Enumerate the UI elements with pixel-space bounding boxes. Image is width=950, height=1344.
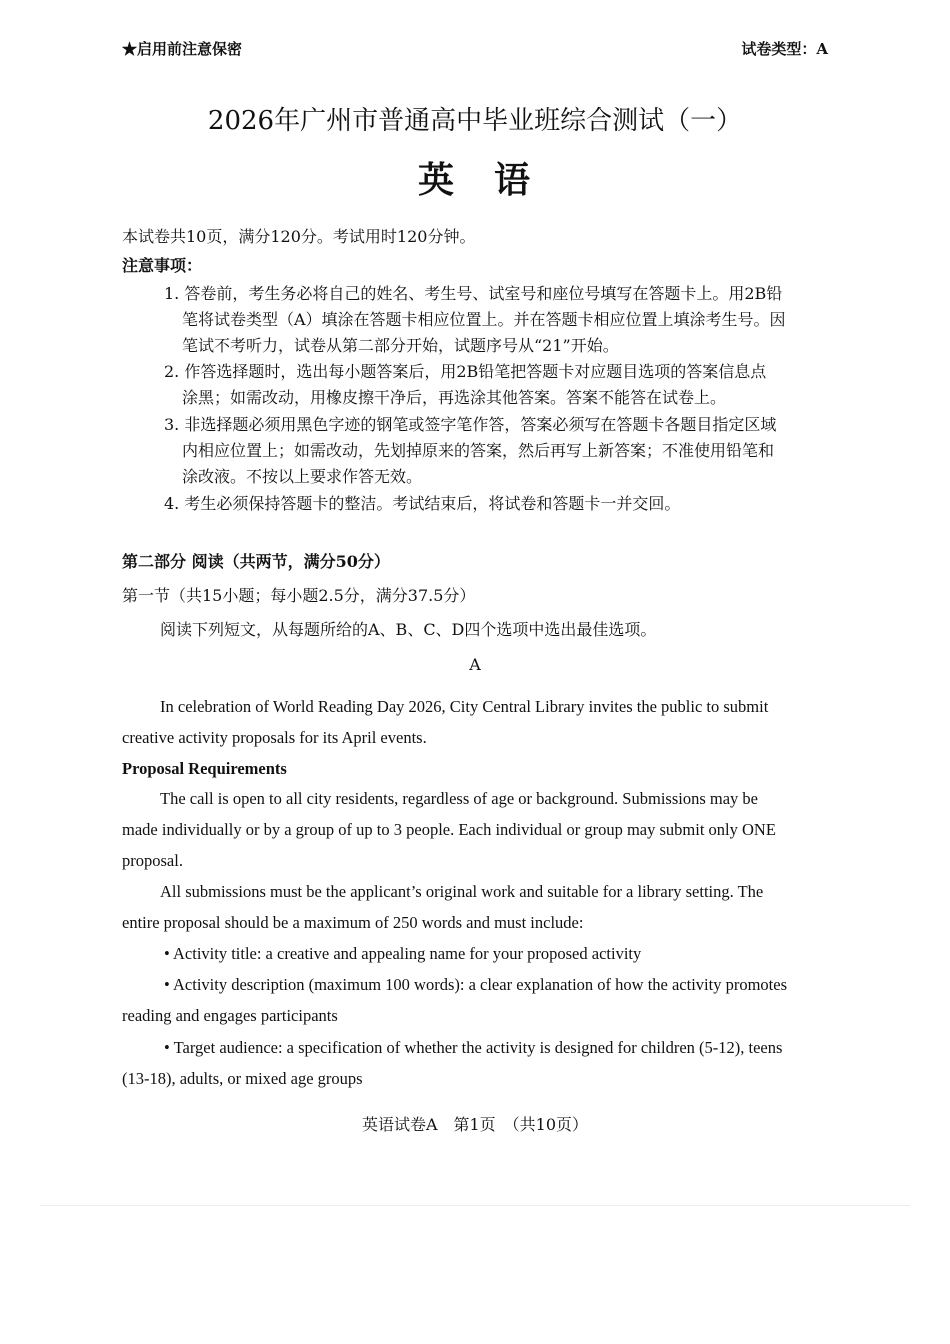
part-heading: 第二部分 阅读（共两节，满分50分） bbox=[122, 552, 390, 571]
passage-subheading: Proposal Requirements bbox=[122, 759, 287, 778]
passage-line: The call is open to all city residents, regardless of age or background. Submissions may be bbox=[160, 789, 758, 808]
notice-line: 涂黑；如需改动，用橡皮擦干净后，再选涂其他答案。答案不能答在试卷上。 bbox=[182, 388, 727, 407]
notice-line: 1. 答卷前，考生务必将自己的姓名、考生号、试室号和座位号填写在答题卡上。用2B铅 bbox=[164, 284, 783, 303]
page-edge-divider bbox=[40, 1205, 910, 1206]
bullet-item: • Activity title: a creative and appealing name for your proposed activity bbox=[164, 944, 642, 963]
bullet-item: • Activity description (maximum 100 words): a clear explanation of how the activity promotes bbox=[164, 975, 788, 994]
bullet-item: • Target audience: a specification of whether the activity is designed for children (5-12), teens bbox=[164, 1038, 783, 1057]
passage-letter: A bbox=[469, 655, 481, 674]
notice-line: 3. 非选择题必须用黑色字迹的钢笔或签字笔作答，答案必须写在答题卡各题目指定区域 bbox=[164, 415, 777, 434]
notice-line: 内相应位置上；如需改动，先划掉原来的答案，然后再写上新答案；不准使用铅笔和 bbox=[182, 441, 775, 460]
notice-line: 2. 作答选择题时，选出每小题答案后，用2B铅笔把答题卡对应题目选项的答案信息点 bbox=[164, 362, 767, 381]
paper-type-label: 试卷类型：A bbox=[741, 40, 828, 58]
notice-line: 笔将试卷类型（A）填涂在答题卡相应位置上。并在答题卡相应位置上填涂考生号。因 bbox=[182, 310, 786, 329]
notice-heading: 注意事项： bbox=[122, 256, 203, 275]
passage-line: made individually or by a group of up to 3 people. Each individual or group may submit only ONE bbox=[122, 820, 776, 839]
passage-line: proposal. bbox=[122, 851, 183, 870]
passage-line: entire proposal should be a maximum of 250 words and must include: bbox=[122, 913, 584, 932]
passage-line: (13-18), adults, or mixed age groups bbox=[122, 1069, 363, 1088]
confidential-mark: ★启用前注意保密 bbox=[122, 40, 243, 58]
exam-intro: 本试卷共10页，满分120分。考试用时120分钟。 bbox=[122, 227, 476, 246]
section-heading: 第一节（共15小题；每小题2.5分，满分37.5分） bbox=[122, 586, 476, 605]
exam-title: 2026年广州市普通高中毕业班综合测试（一） bbox=[207, 106, 743, 136]
notice-line: 笔试不考听力，试卷从第二部分开始，试题序号从“21”开始。 bbox=[182, 336, 619, 355]
section-instruction: 阅读下列短文，从每题所给的A、B、C、D四个选项中选出最佳选项。 bbox=[160, 620, 657, 639]
page-footer: 英语试卷A 第1页 （共10页） bbox=[361, 1115, 589, 1134]
passage-line: In celebration of World Reading Day 2026, City Central Library invites the public to submit bbox=[160, 697, 769, 716]
passage-line: All submissions must be the applicant’s original work and suitable for a library setting. The bbox=[160, 882, 764, 901]
notice-line: 涂改液。不按以上要求作答无效。 bbox=[182, 467, 423, 486]
passage-line: creative activity proposals for its April events. bbox=[122, 728, 427, 747]
notice-line: 4. 考生必须保持答题卡的整洁。考试结束后，将试卷和答题卡一并交回。 bbox=[164, 494, 681, 513]
passage-line: reading and engages participants bbox=[122, 1006, 338, 1025]
subject-title: 英 语 bbox=[417, 159, 532, 201]
